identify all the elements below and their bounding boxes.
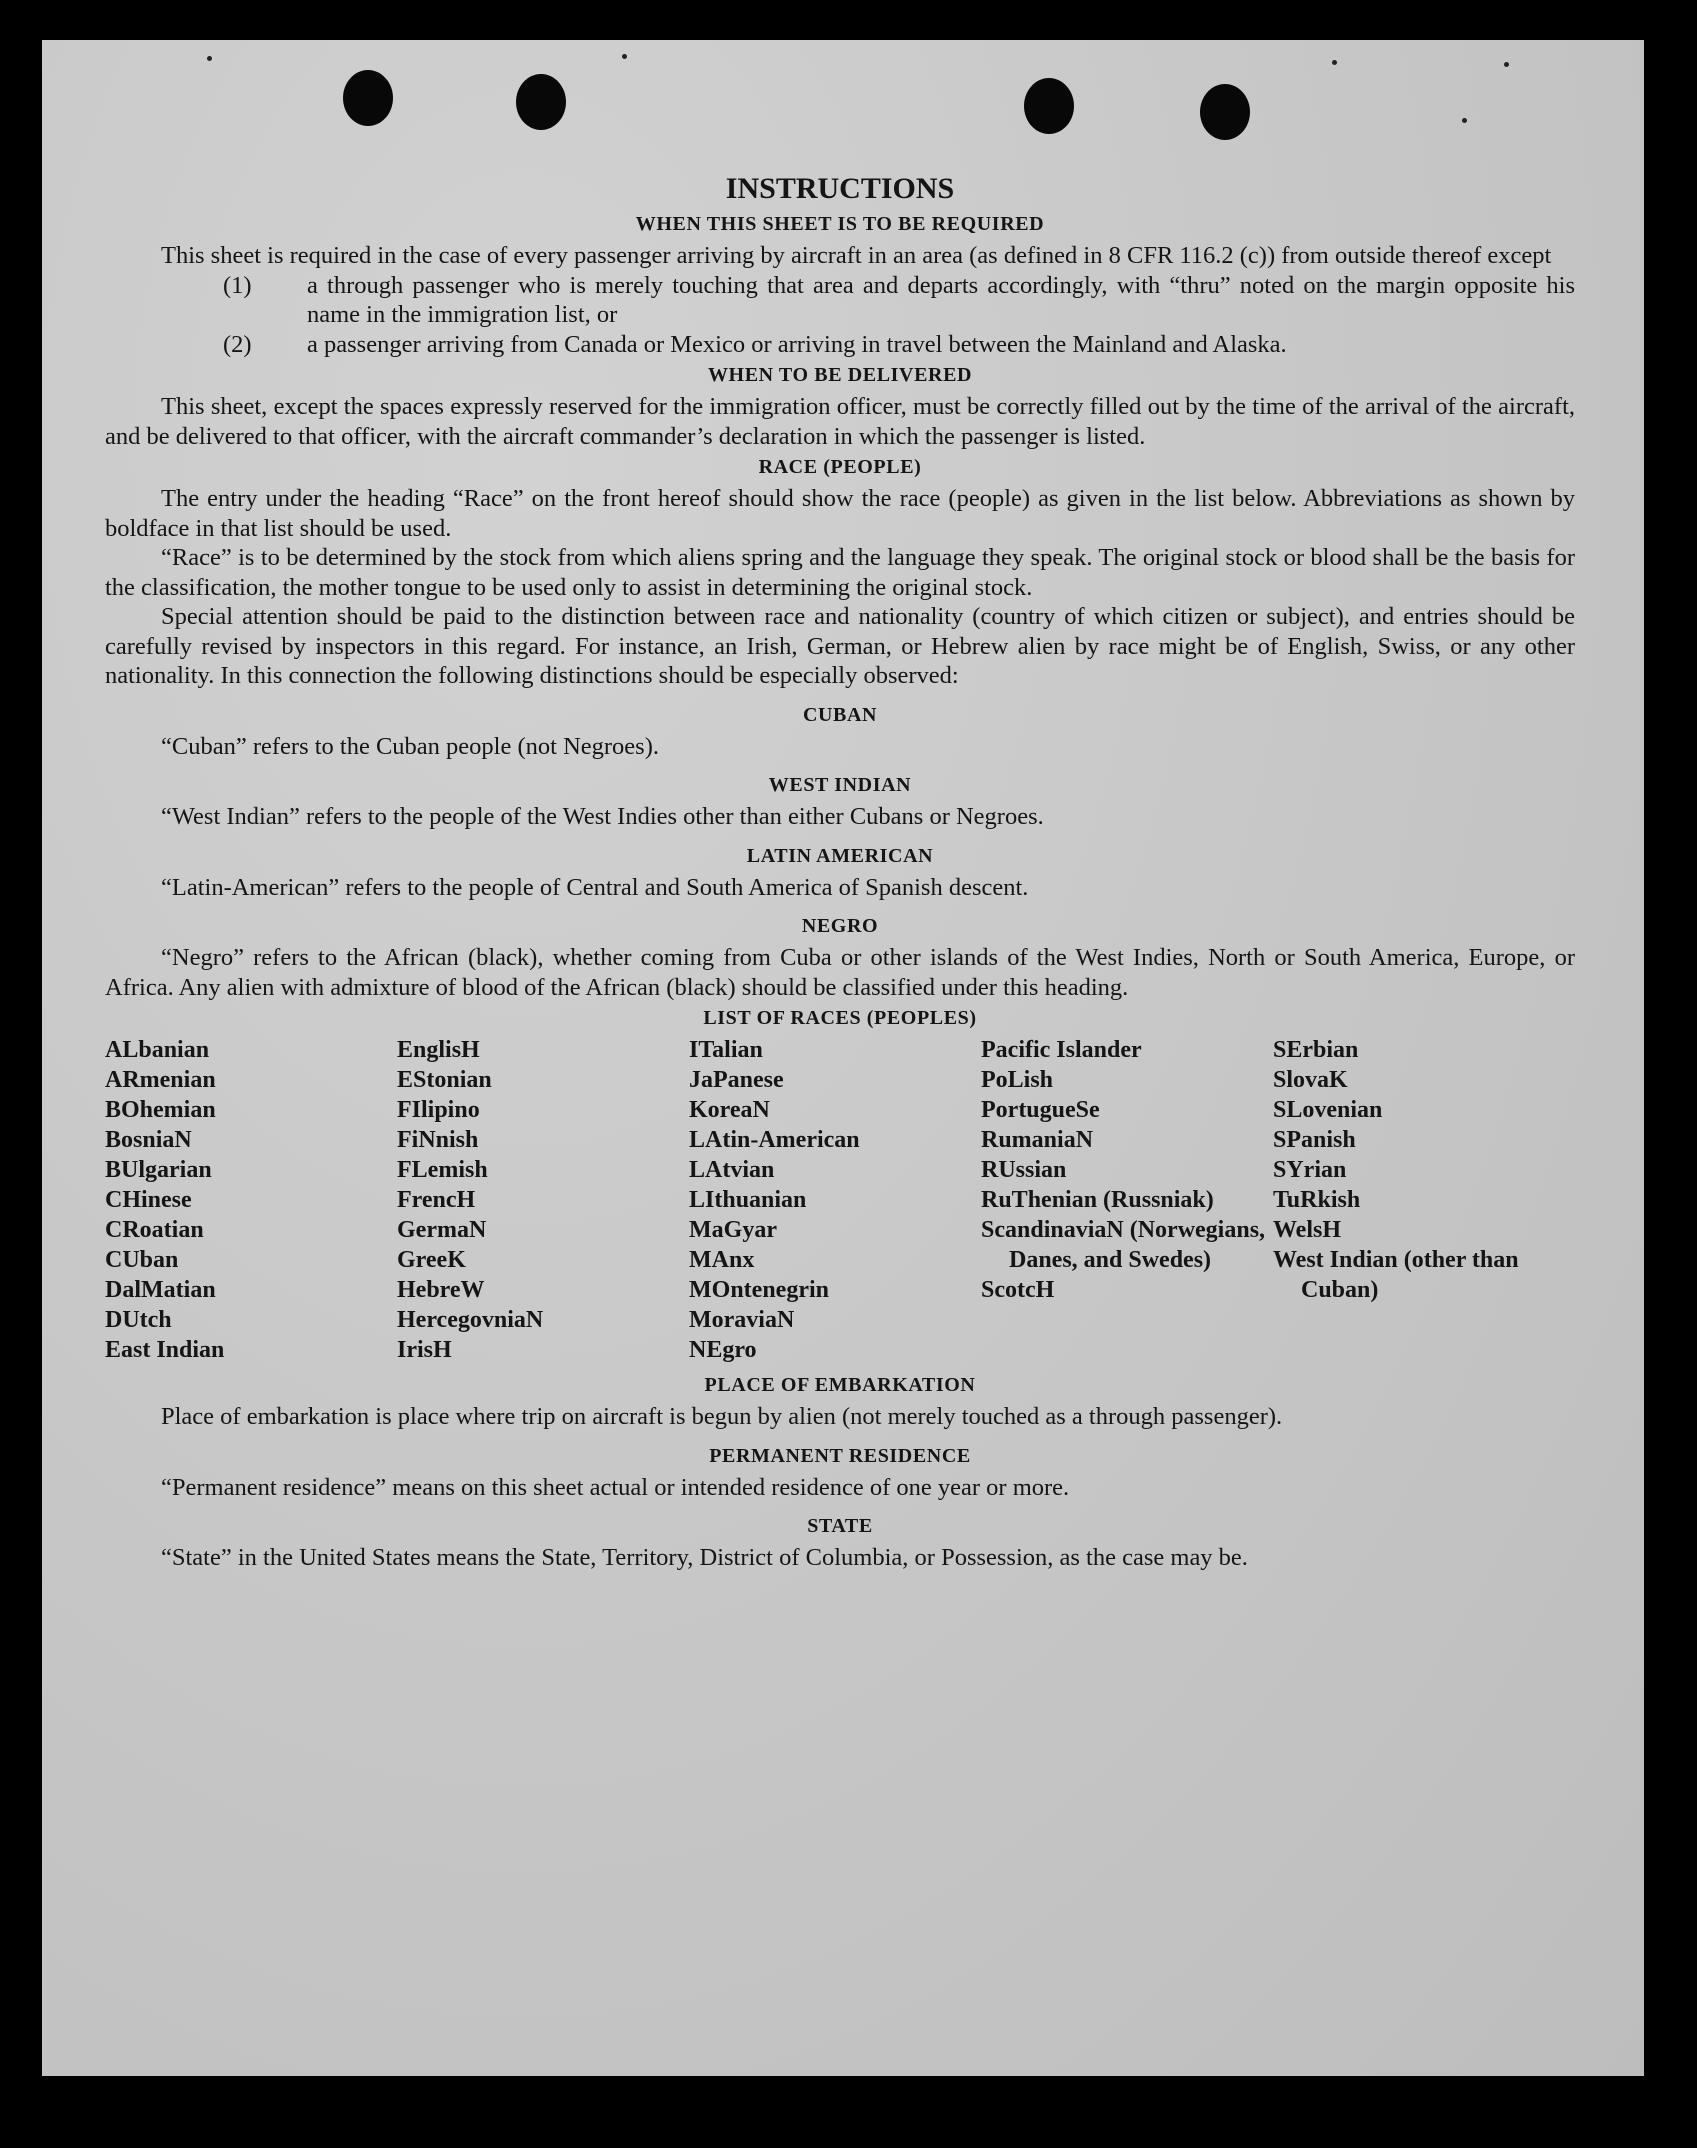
state-text: “State” in the United States means the State, Territory, District of Columbia, or Possession, as the case may be. bbox=[161, 1544, 1248, 1571]
exception-text: a through passenger who is merely touching that area and departs accordingly, with “thru” noted on the margin opposite his name in the immigration list, or bbox=[307, 271, 1575, 328]
heading-latin-american: LATIN AMERICAN bbox=[746, 844, 934, 867]
race-entry: DUtch bbox=[105, 1307, 172, 1333]
heading-list-of-races: LIST OF RACES (PEOPLES) bbox=[703, 1007, 977, 1029]
west-indian-text: “West Indian” refers to the people of the West Indies other than either Cubans or Negroes. bbox=[161, 803, 1044, 830]
race-entry: BOhemian bbox=[105, 1097, 216, 1123]
race-column bbox=[689, 1035, 981, 1365]
instructions-content bbox=[105, 170, 1575, 1573]
document-sheet bbox=[42, 40, 1644, 2076]
race-entry: KoreaN bbox=[689, 1097, 770, 1123]
race-entry: LIthuanian bbox=[689, 1187, 807, 1213]
race-entry: SYrian bbox=[1273, 1157, 1347, 1183]
race-entry: SErbian bbox=[1273, 1037, 1359, 1063]
negro-text: “Negro” refers to the African (black), whether coming from Cuba or other islands of the West Indies, North or South America, Europe, or Africa. Any alien with admixture of blood of the African (black) should be classified under this heading. bbox=[105, 944, 1575, 1001]
race-entry: ARmenian bbox=[105, 1067, 216, 1093]
race-entry: MAnx bbox=[689, 1247, 755, 1273]
heading-place-of-embarkation: PLACE OF EMBARKATION bbox=[704, 1374, 976, 1396]
race-entry: SlovaK bbox=[1273, 1067, 1348, 1093]
cuban-text: “Cuban” refers to the Cuban people (not Negroes). bbox=[161, 732, 659, 760]
speck bbox=[1504, 62, 1509, 67]
race-entry: ScotcH bbox=[981, 1277, 1055, 1303]
race-entry: FiNnish bbox=[397, 1127, 479, 1153]
race-entry: SPanish bbox=[1273, 1127, 1356, 1153]
latin-american-text: “Latin-American” refers to the people of Central and South America of Spanish descent. bbox=[161, 873, 1029, 901]
when-required-intro: This sheet is required in the case of every passenger arriving by aircraft in an area (as defined in 8 CFR 116.2 (c)) from outside thereof except bbox=[161, 242, 1552, 269]
race-entry: JaPanese bbox=[689, 1067, 784, 1093]
race-entry: ALbanian bbox=[105, 1037, 210, 1063]
when-delivered-text: This sheet, except the spaces expressly reserved for the immigration officer, must be correctly filled out by the time of the arrival of the aircraft, and be delivered to that officer, with the aircraft commander’s declaration in which the passenger is listed. bbox=[105, 393, 1575, 450]
race-paragraph: “Race” is to be determined by the stock from which aliens spring and the language they speak. The original stock or blood shall be the basis for the classification, the mother tongue to be used only to assist in determining the original stock. bbox=[105, 544, 1575, 601]
exception-item bbox=[105, 330, 1575, 360]
race-entry: ITalian bbox=[689, 1037, 763, 1063]
race-entry: West Indian (other than Cuban) bbox=[1273, 1247, 1519, 1303]
race-entry: CHinese bbox=[105, 1187, 192, 1213]
punch-hole bbox=[516, 74, 566, 130]
race-entry: FLemish bbox=[397, 1157, 488, 1183]
exception-list bbox=[105, 271, 1575, 360]
heading-negro: NEGRO bbox=[801, 915, 879, 937]
punch-hole bbox=[1200, 84, 1250, 140]
race-entry: SLovenian bbox=[1273, 1097, 1383, 1123]
race-entry: LAtin-American bbox=[689, 1127, 860, 1153]
race-entry: East Indian bbox=[105, 1337, 225, 1363]
race-entry: PoLish bbox=[981, 1067, 1054, 1093]
race-entry: HercegovniaN bbox=[397, 1307, 544, 1333]
heading-permanent-residence: PERMANENT RESIDENCE bbox=[709, 1444, 971, 1467]
race-entry: BosniaN bbox=[105, 1127, 192, 1153]
race-entry: EStonian bbox=[397, 1067, 492, 1093]
race-entry: GermaN bbox=[397, 1217, 487, 1243]
race-entry: MaGyar bbox=[689, 1217, 777, 1243]
race-entry: FrencH bbox=[397, 1187, 476, 1213]
race-entry: GreeK bbox=[397, 1247, 466, 1273]
race-paragraph: The entry under the heading “Race” on the front hereof should show the race (people) as given in the list below. Abbreviations as shown by boldface in that list should be used. bbox=[105, 485, 1575, 542]
race-entry: PortugueSe bbox=[981, 1097, 1100, 1123]
heading-when-delivered: WHEN TO BE DELIVERED bbox=[707, 364, 973, 386]
place-of-embarkation-text: Place of embarkation is place where trip on aircraft is begun by alien (not merely touched as a through passenger). bbox=[161, 1403, 1283, 1430]
heading-west-indian: WEST INDIAN bbox=[768, 774, 912, 796]
exception-number: (2) bbox=[223, 330, 252, 358]
speck bbox=[207, 56, 212, 61]
punch-hole bbox=[343, 70, 393, 126]
exception-number: (1) bbox=[223, 271, 252, 299]
race-entry: CRoatian bbox=[105, 1217, 204, 1243]
punch-hole bbox=[1024, 78, 1074, 134]
speck bbox=[1332, 60, 1337, 65]
race-entry: FIlipino bbox=[397, 1097, 480, 1123]
race-entry: WelsH bbox=[1273, 1217, 1342, 1243]
race-entry: IrisH bbox=[397, 1337, 452, 1363]
race-entry: RuThenian (Russniak) bbox=[981, 1187, 1214, 1213]
speck bbox=[622, 54, 627, 59]
page-title: INSTRUCTIONS bbox=[725, 172, 955, 205]
heading-cuban: CUBAN bbox=[802, 703, 878, 726]
race-list bbox=[105, 1035, 1575, 1365]
race-entry: LAtvian bbox=[689, 1157, 775, 1183]
race-entry: EnglisH bbox=[397, 1037, 480, 1063]
permanent-residence-text: “Permanent residence” means on this sheet actual or intended residence of one year or more. bbox=[161, 1473, 1070, 1501]
race-column bbox=[105, 1035, 397, 1365]
race-entry: Pacific Islander bbox=[981, 1037, 1142, 1063]
race-entry: RumaniaN bbox=[981, 1127, 1094, 1153]
race-entry: TuRkish bbox=[1273, 1187, 1361, 1213]
heading-when-required: WHEN THIS SHEET IS TO BE REQUIRED bbox=[635, 213, 1045, 235]
race-entry: HebreW bbox=[397, 1277, 485, 1303]
race-entry: NEgro bbox=[689, 1337, 757, 1363]
race-entry: ScandinaviaN (Norwegians, Danes, and Swedes) bbox=[981, 1217, 1266, 1273]
race-entry: BUlgarian bbox=[105, 1157, 212, 1183]
race-entry: MOntenegrin bbox=[689, 1277, 829, 1303]
race-entry: RUssian bbox=[981, 1157, 1067, 1183]
race-column bbox=[981, 1035, 1273, 1365]
speck bbox=[1462, 118, 1467, 123]
race-entry: CUban bbox=[105, 1247, 179, 1273]
exception-item bbox=[105, 271, 1575, 330]
exception-text: a passenger arriving from Canada or Mexico or arriving in travel between the Mainland and Alaska. bbox=[307, 330, 1287, 358]
race-entry: DalMatian bbox=[105, 1277, 216, 1303]
race-entry: MoraviaN bbox=[689, 1307, 795, 1333]
race-paragraph: Special attention should be paid to the distinction between race and nationality (country of which citizen or subject), and entries should be carefully revised by inspectors in this regard. For instance, an Irish, German, or Hebrew alien by race might be of English, Swiss, or any other nationality. In this connection the following distinctions should be especially observed: bbox=[105, 603, 1575, 689]
heading-race: RACE (PEOPLE) bbox=[758, 456, 922, 478]
race-column bbox=[397, 1035, 689, 1365]
heading-state: STATE bbox=[807, 1515, 873, 1537]
race-column bbox=[1273, 1035, 1565, 1365]
